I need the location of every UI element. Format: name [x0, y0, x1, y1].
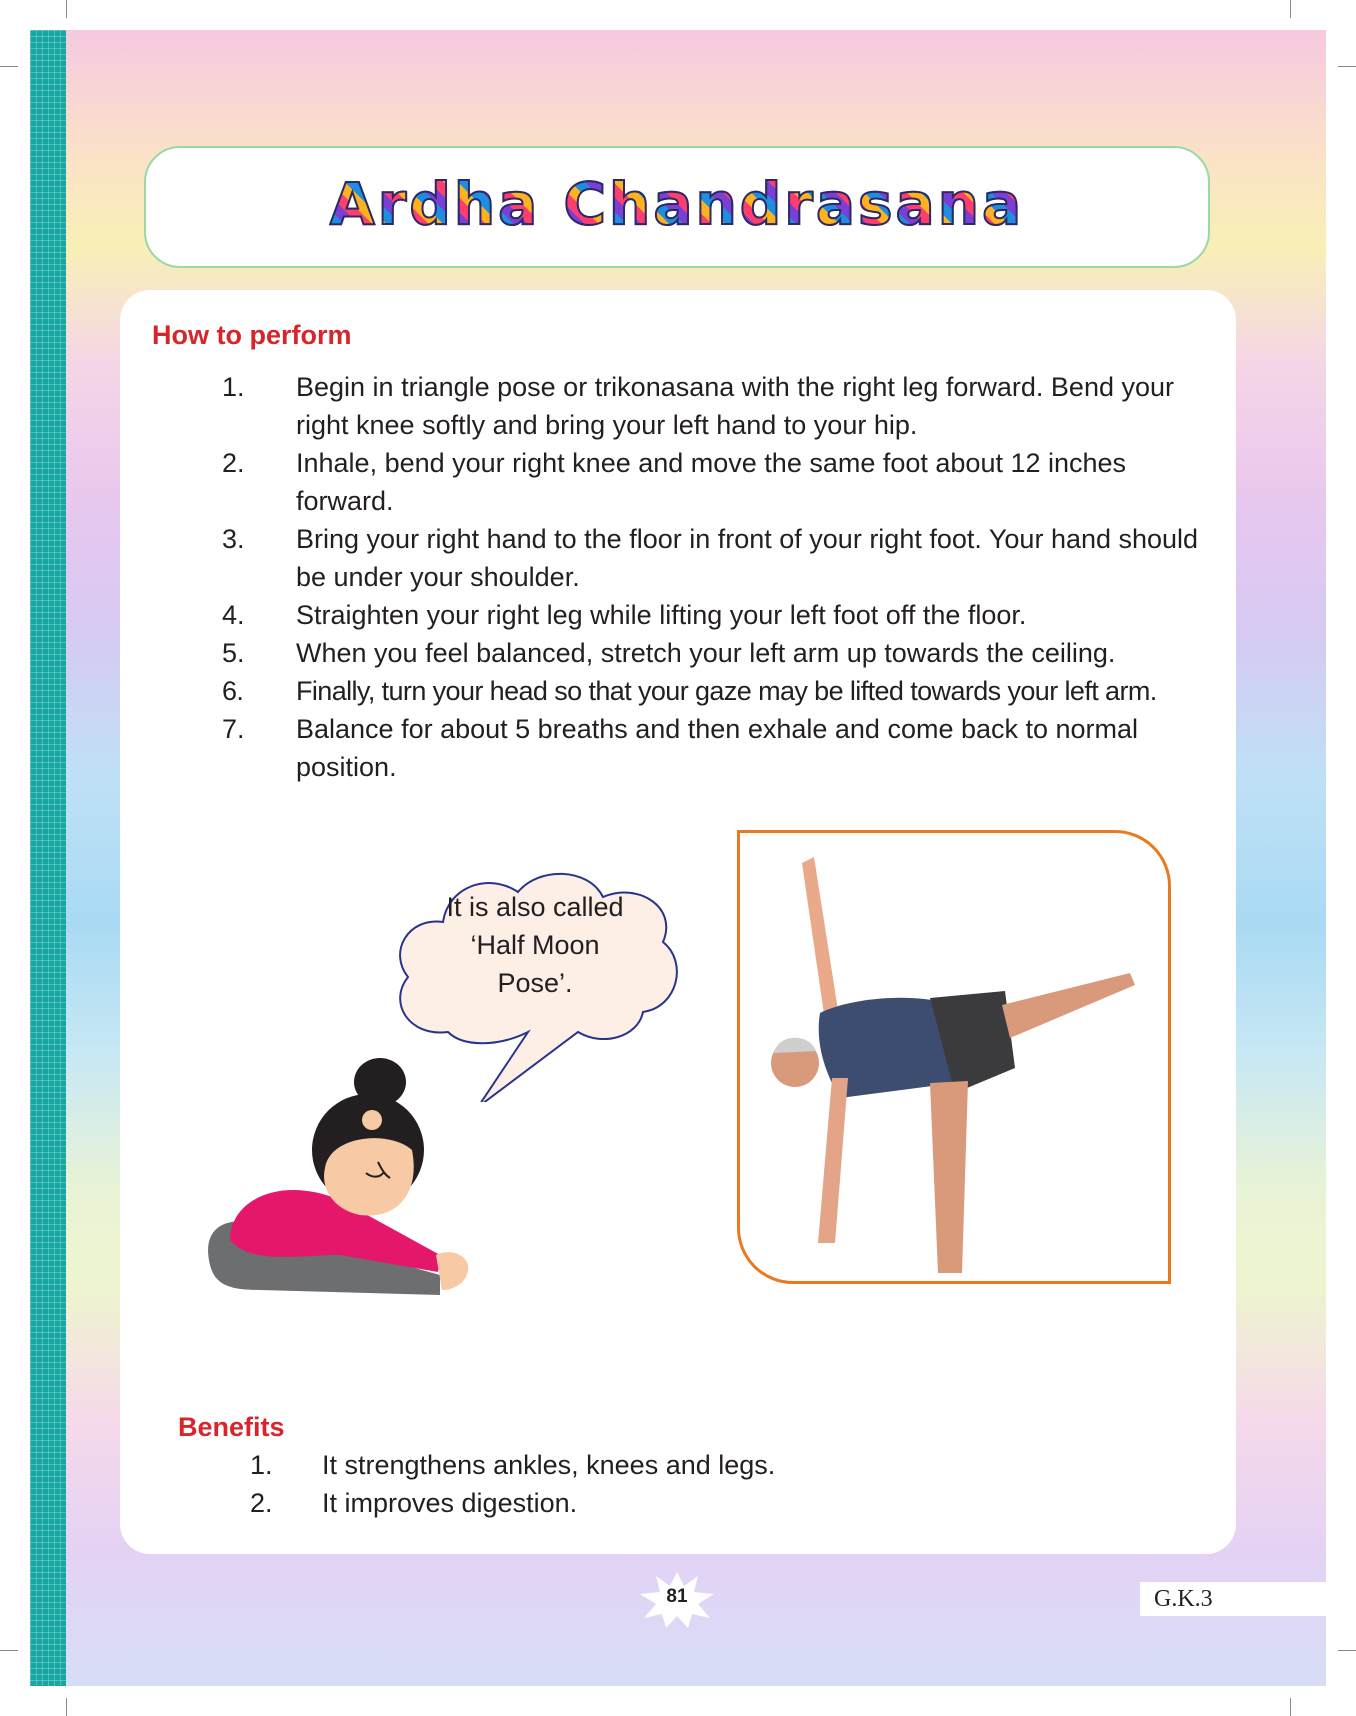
benefits-heading: Benefits: [178, 1412, 285, 1442]
benefit-number: 1.: [250, 1450, 273, 1480]
list-item: [222, 596, 1208, 634]
step-text: Inhale, bend your right knee and move the same foot about 12 inches forward.: [296, 448, 1127, 516]
page-spine: [30, 30, 66, 1686]
benefit-number: 2.: [250, 1488, 273, 1518]
step-number: 3.: [222, 524, 245, 554]
crop-mark: [1338, 1650, 1356, 1651]
crop-mark: [0, 66, 18, 67]
benefits-list: [250, 1446, 1150, 1522]
crop-mark: [1338, 66, 1356, 67]
speech-line: ‘Half Moon: [470, 930, 600, 960]
benefit-text: It improves digestion.: [322, 1488, 578, 1518]
step-text: Bring your right hand to the floor in front of your right foot. Your hand should be under your shoulder.: [296, 524, 1199, 592]
crop-mark: [1290, 0, 1291, 18]
crop-mark: [1290, 1698, 1291, 1716]
series-label: G.K.3: [1140, 1582, 1326, 1616]
speech-line: It is also called: [446, 892, 624, 922]
page-number: 81: [666, 1586, 688, 1607]
step-number: 1.: [222, 372, 245, 402]
step-number: 6.: [222, 676, 244, 706]
step-text: Straighten your right leg while lifting your left foot off the floor.: [296, 600, 1027, 630]
yoga-pose-photo: [737, 830, 1171, 1284]
how-to-perform-heading: How to perform: [152, 320, 352, 350]
girl-illustration: [190, 1050, 510, 1320]
list-item: [222, 672, 1208, 710]
step-number: 4.: [222, 600, 245, 630]
half-moon-pose-figure: [740, 833, 1168, 1281]
step-text: Balance for about 5 breaths and then exhale and come back to normal position.: [296, 714, 1139, 782]
step-number: 2.: [222, 448, 245, 478]
list-item: [250, 1446, 1150, 1484]
speech-line: Pose’.: [497, 968, 573, 998]
step-text: When you feel balanced, stretch your left arm up towards the ceiling.: [296, 638, 1116, 668]
step-number: 7.: [222, 714, 245, 744]
crop-mark: [0, 1650, 18, 1651]
page-title: Ardha Chandrasana: [146, 170, 1208, 238]
list-item: [222, 444, 1208, 520]
title-box: [144, 146, 1210, 268]
step-text: Finally, turn your head so that your gaze may be lifted towards your left arm.: [296, 676, 1157, 706]
steps-list: [222, 368, 1208, 786]
list-item: [222, 368, 1208, 444]
crop-mark: [66, 0, 67, 18]
list-item: [222, 520, 1208, 596]
list-item: [222, 634, 1208, 672]
speech-bubble-text: [420, 888, 650, 1002]
list-item: [250, 1484, 1150, 1522]
step-text: Begin in triangle pose or trikonasana with the right leg forward. Bend your right knee softly and bring your left hand to your hip.: [296, 372, 1175, 440]
benefit-text: It strengthens ankles, knees and legs.: [322, 1450, 776, 1480]
list-item: [222, 710, 1208, 786]
step-number: 5.: [222, 638, 245, 668]
crop-mark: [66, 1698, 67, 1716]
